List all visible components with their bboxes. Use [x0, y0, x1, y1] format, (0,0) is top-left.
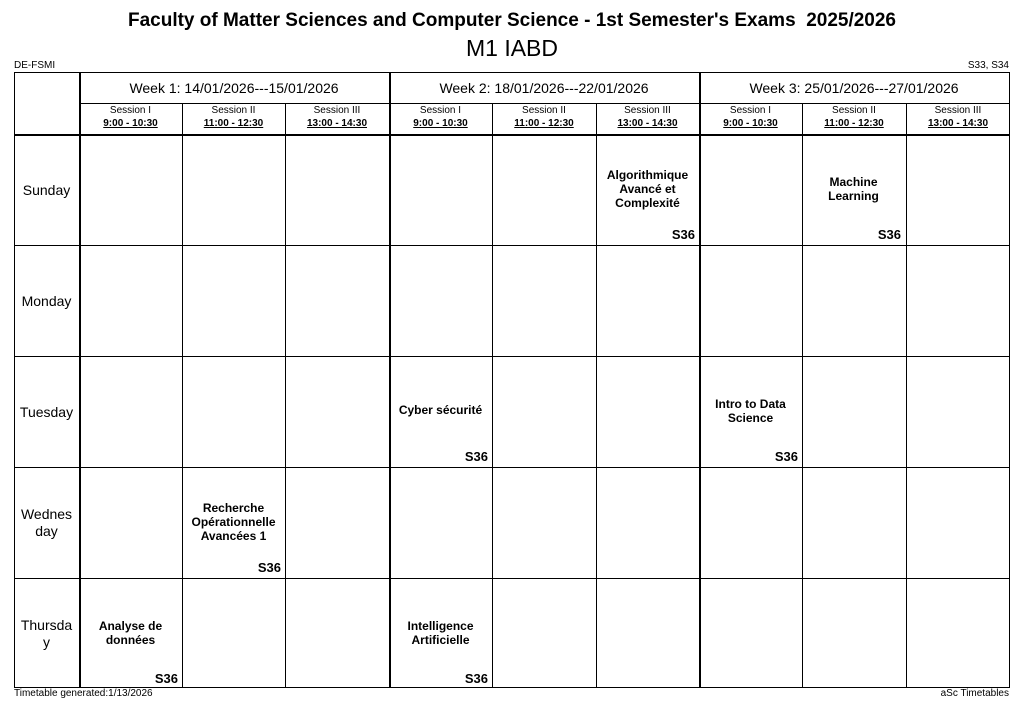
class-name: M1 IABD: [465, 35, 559, 61]
session-header: [79, 104, 182, 134]
exam-cell[interactable]: [699, 356, 802, 467]
exam-subject: Recherche Opérationnelle Avancées 1: [191, 501, 276, 543]
exam-cell[interactable]: [182, 467, 285, 578]
exam-subject: Cyber sécurité: [398, 403, 483, 417]
institution-code: DE-FSMI: [14, 60, 56, 71]
session-name: Session III: [313, 105, 361, 116]
exam-room: S36: [774, 449, 798, 464]
session-name: Session II: [211, 105, 256, 116]
session-time: 9:00 - 10:30: [723, 118, 778, 129]
day-label-tuesday: Tuesday: [19, 403, 74, 420]
session-header: [699, 104, 802, 134]
day-label-monday: Monday: [21, 292, 72, 309]
week-2-header: Week 2: 18/01/2026---22/01/2026: [439, 79, 649, 96]
grid-line: [285, 103, 286, 687]
exam-cell[interactable]: [79, 578, 182, 689]
session-header: [389, 104, 492, 134]
exam-cell[interactable]: [802, 134, 905, 245]
page-title: Faculty of Matter Sciences and Computer Science - 1st Semester's Exams 2025/2026: [127, 10, 897, 31]
session-time: 9:00 - 10:30: [413, 118, 468, 129]
week-1-header: Week 1: 14/01/2026---15/01/2026: [129, 79, 339, 96]
session-header: [802, 104, 906, 134]
grid-line: [15, 245, 1009, 246]
exam-room: S36: [877, 227, 901, 242]
exam-room: S36: [671, 227, 695, 242]
exam-cell[interactable]: [389, 578, 492, 689]
exam-cell[interactable]: [596, 134, 699, 245]
session-time: 13:00 - 14:30: [927, 118, 989, 129]
exam-subject: Analyse de données: [98, 619, 163, 647]
grid-line: [492, 103, 493, 687]
grid-line: [906, 103, 907, 687]
session-header: [182, 104, 285, 134]
rooms-code: S33, S34: [967, 60, 1009, 71]
session-name: Session II: [832, 105, 876, 116]
exam-room: S36: [464, 449, 488, 464]
session-time: 11:00 - 12:30: [514, 118, 574, 129]
session-header: [492, 104, 596, 134]
session-name: Session I: [729, 105, 772, 116]
exam-subject: Machine Learning: [828, 175, 879, 203]
grid-line: [182, 103, 183, 687]
session-name: Session III: [624, 105, 671, 116]
session-header: [596, 104, 699, 134]
session-time: 13:00 - 14:30: [617, 118, 678, 129]
exam-room: S36: [154, 671, 178, 686]
software-credit: aSc Timetables: [940, 688, 1009, 699]
exam-room: S36: [257, 560, 281, 575]
session-name: Session I: [109, 105, 152, 116]
session-name: Session III: [934, 105, 982, 116]
session-time: 11:00 - 12:30: [824, 118, 884, 129]
exam-subject: Algorithmique Avancé et Complexité: [606, 168, 689, 210]
grid-line: [15, 467, 1009, 468]
day-label-sunday: Sunday: [22, 181, 71, 198]
exam-subject: Intelligence Artificielle: [407, 619, 474, 647]
day-label-thursday: Thursda y: [20, 617, 73, 650]
session-header: [906, 104, 1010, 134]
session-name: Session I: [419, 105, 462, 116]
session-time: 11:00 - 12:30: [203, 118, 264, 129]
exam-cell[interactable]: [389, 356, 492, 467]
week-3-header: Week 3: 25/01/2026---27/01/2026: [749, 79, 959, 96]
exam-subject: Intro to Data Science: [715, 397, 786, 425]
day-label-wednesday: Wednes day: [20, 506, 73, 539]
generated-date: Timetable generated:1/13/2026: [14, 688, 153, 699]
exam-room: S36: [464, 671, 488, 686]
grid-line: [15, 356, 1009, 357]
session-time: 9:00 - 10:30: [103, 118, 158, 129]
session-name: Session II: [522, 105, 566, 116]
session-time: 13:00 - 14:30: [306, 118, 368, 129]
session-header: [285, 104, 389, 134]
